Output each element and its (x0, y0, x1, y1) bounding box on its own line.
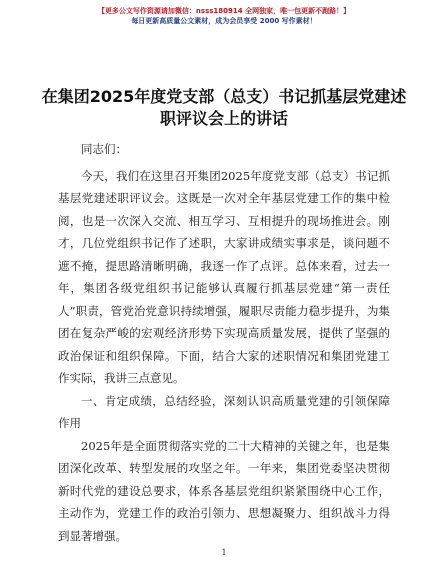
promo-banner (0, 6, 448, 26)
greeting: 同志们： (81, 142, 127, 156)
section-heading: 一、肯定成绩，总结经验，深刻认识高质量党建的引领保障作用 (58, 393, 390, 430)
paragraph: 2025年是全面贯彻落实党的二十大精神的关键之年，也是集团深化改革、转型发展的攻坚之年。一年来，集团党委坚决贯彻新时代党的建设总要求，体系各基层党组织紧紧围绕中心工作，主动作为，党建工作的政治引领力、思想凝聚力、组织战斗力得到显著增强。 (58, 438, 390, 543)
document-body (58, 138, 390, 547)
promo-banner-line-1: 【更多公文写作资源请加微信：nsss180914 全网独家，唯一包更新不跑路！】 (97, 7, 351, 15)
page-number: 1 (221, 548, 227, 557)
promo-banner-line-2: 每日更新高质量公文素材，成为会员享受 2000 写作素材！ (131, 17, 317, 25)
document-title: 在集团2025年度党支部（总支）书记抓基层党建述职评议会上的讲话 (41, 87, 407, 128)
paragraph: 今天，我们在这里召开集团2025年度党支部（总支）书记抓基层党建述职评议会。这既是一次对全年基层党建工作的集中检阅，也是一次深入交流、相互学习、互相提升的现场推进会。刚才，几位党组织书记作了述职，大家讲成绩实事求是，谈问题不遮不掩，提思路清晰明确，我逐一作了点评。总体来看，过去一年，集团各级党组织书记能够认真履行抓基层党建“第一责任人”职责，管党治党意识持续增强，履职尽责能力稳步提升，为集团在复杂严峻的宏观经济形势下实现高质量发展，提供了坚强的政治保证和组织保障。下面，结合大家的述职情况和集团党建工作实际，我讲三点意见。 (58, 168, 390, 385)
